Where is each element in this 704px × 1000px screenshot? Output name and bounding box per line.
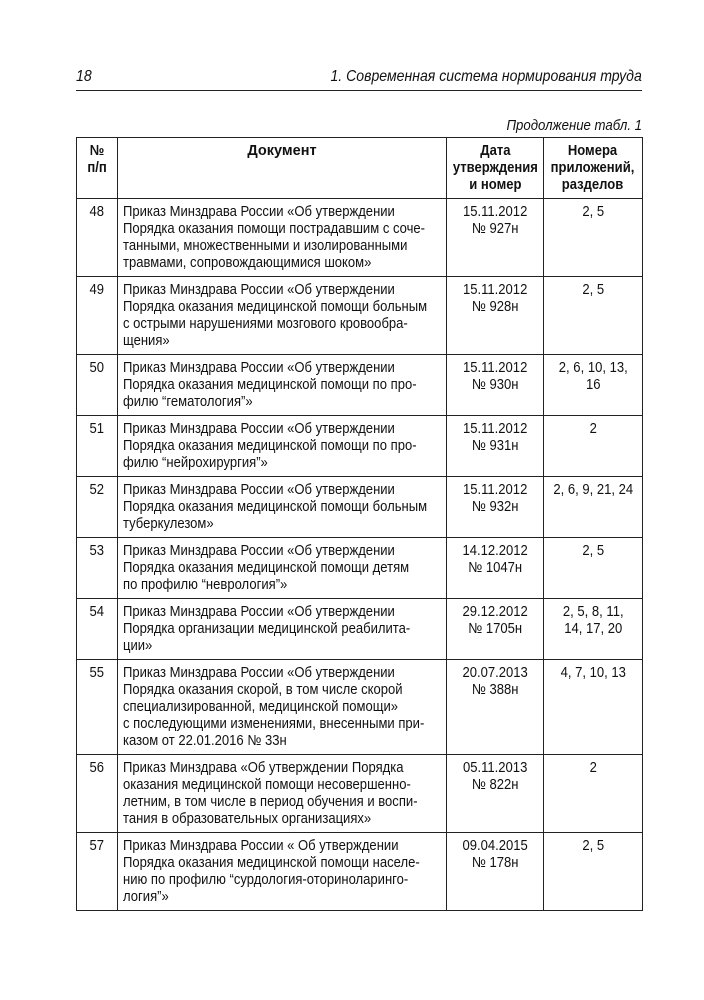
table-row (77, 355, 643, 416)
row-document: Приказ Минздрава «Об утверждении Порядка оказания медицинской помощи несовершенно- летним, в том числе в период обучения и воспи- тания в образовательных организациях» (118, 755, 447, 833)
row-number: 51 (77, 416, 118, 477)
row-appendices: 2, 5, 8, 11, 14, 17, 20 (544, 599, 643, 660)
table-row (77, 416, 643, 477)
row-number: 49 (77, 277, 118, 355)
row-date: 20.07.2013 № 388н (447, 660, 544, 755)
page-number: 18 (76, 68, 92, 85)
table-row (77, 660, 643, 755)
row-document: Приказ Минздрава России «Об утверждении Порядка организации медицинской реабилита- ции» (118, 599, 447, 660)
row-appendices: 2, 5 (544, 277, 643, 355)
running-head (76, 60, 642, 91)
table-body (77, 199, 643, 911)
header-num: № п/п (77, 138, 118, 199)
row-appendices: 2 (544, 755, 643, 833)
row-number: 50 (77, 355, 118, 416)
header-document: Документ (118, 138, 447, 199)
row-appendices: 2, 5 (544, 833, 643, 911)
row-number: 56 (77, 755, 118, 833)
row-date: 15.11.2012 № 930н (447, 355, 544, 416)
table-header-row (77, 138, 643, 199)
row-date: 29.12.2012 № 1705н (447, 599, 544, 660)
row-number: 57 (77, 833, 118, 911)
row-document: Приказ Минздрава России «Об утверждении Порядка оказания медицинской помощи по про- филю “нейрохирургия”» (118, 416, 447, 477)
row-document: Приказ Минздрава России «Об утверждении Порядка оказания медицинской помощи больным с острыми нарушениями мозгового кровообра- щения» (118, 277, 447, 355)
row-appendices: 2, 5 (544, 538, 643, 599)
row-number: 55 (77, 660, 118, 755)
row-date: 15.11.2012 № 928н (447, 277, 544, 355)
documents-table (76, 137, 643, 911)
row-document: Приказ Минздрава России «Об утверждении Порядка оказания помощи пострадавшим с соче- танными, множественными и изолированными травмами, сопровождающимися шоком» (118, 199, 447, 277)
table-row (77, 599, 643, 660)
row-number: 52 (77, 477, 118, 538)
row-appendices: 2, 6, 9, 21, 24 (544, 477, 643, 538)
row-date: 05.11.2013 № 822н (447, 755, 544, 833)
row-document: Приказ Минздрава России «Об утверждении Порядка оказания скорой, в том числе скорой специализированной, медицинской помощи» с последующими изменениями, внесенными при- казом от 22.01.2016 № 33н (118, 660, 447, 755)
chapter-title: 1. Современная система нормирования труда (330, 68, 642, 85)
row-date: 14.12.2012 № 1047н (447, 538, 544, 599)
row-date: 09.04.2015 № 178н (447, 833, 544, 911)
row-appendices: 4, 7, 10, 13 (544, 660, 643, 755)
row-document: Приказ Минздрава России «Об утверждении Порядка оказания медицинской помощи детям по профилю “неврология”» (118, 538, 447, 599)
row-number: 54 (77, 599, 118, 660)
header-date: Дата утверждения и номер (447, 138, 544, 199)
row-number: 48 (77, 199, 118, 277)
row-document: Приказ Минздрава России «Об утверждении Порядка оказания медицинской помощи больным туберкулезом» (118, 477, 447, 538)
table-row (77, 199, 643, 277)
table-continuation-caption: Продолжение табл. 1 (506, 117, 642, 134)
table-row (77, 833, 643, 911)
row-date: 15.11.2012 № 931н (447, 416, 544, 477)
header-appendices: Номера приложений, разделов (544, 138, 643, 199)
row-appendices: 2 (544, 416, 643, 477)
table-row (77, 277, 643, 355)
row-number: 53 (77, 538, 118, 599)
table-row (77, 477, 643, 538)
row-date: 15.11.2012 № 927н (447, 199, 544, 277)
row-document: Приказ Минздрава России « Об утверждении Порядка оказания медицинской помощи населе- нию по профилю “сурдология-оториноларинго- логия”» (118, 833, 447, 911)
row-document: Приказ Минздрава России «Об утверждении Порядка оказания медицинской помощи по про- филю “гематология”» (118, 355, 447, 416)
row-appendices: 2, 5 (544, 199, 643, 277)
table-row (77, 538, 643, 599)
row-date: 15.11.2012 № 932н (447, 477, 544, 538)
table-row (77, 755, 643, 833)
row-appendices: 2, 6, 10, 13, 16 (544, 355, 643, 416)
